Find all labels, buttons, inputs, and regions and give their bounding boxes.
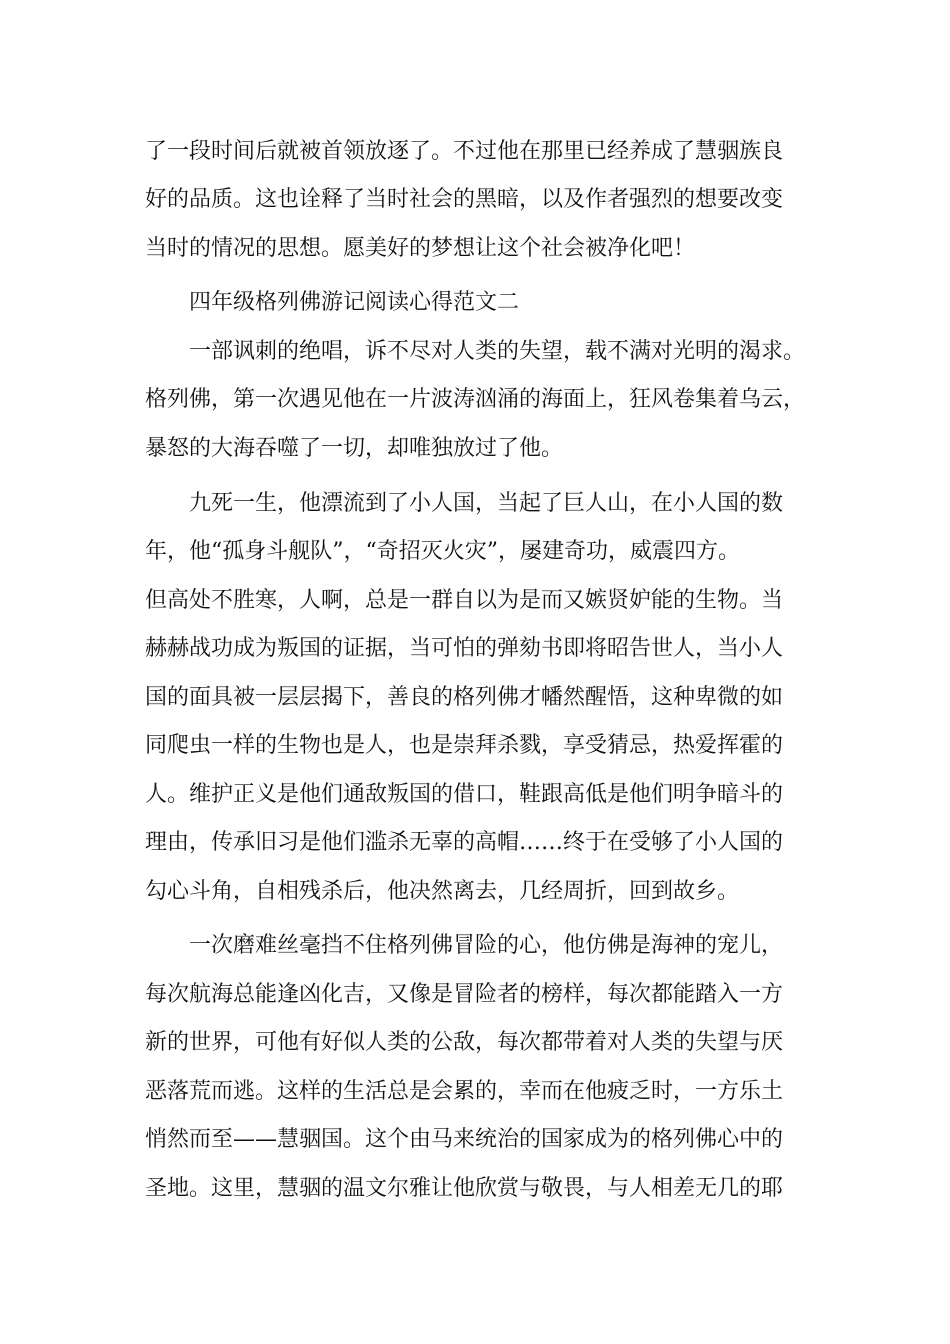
text-line: 好的品质。这也诠释了当时社会的黑暗，以及作者强烈的想要改变 (145, 187, 784, 212)
text-line: 了一段时间后就被首领放逐了。不过他在那里已经养成了慧骃族良 (145, 139, 784, 164)
text-line: 赫赫战功成为叛国的证据，当可怕的弹劾书即将昭告世人，当小人 (145, 636, 784, 661)
text-line: 九死一生，他漂流到了小人国，当起了巨人山，在小人国的数 (189, 491, 784, 516)
text-line: 恶落荒而逃。这样的生活总是会累的，幸而在他疲乏时，一方乐土 (145, 1079, 784, 1104)
text-line: 暴怒的大海吞噬了一切，却唯独放过了他。 (145, 436, 564, 461)
text-line: 但高处不胜寒，人啊，总是一群自以为是而又嫉贤妒能的生物。当 (145, 588, 784, 613)
text-line: 国的面具被一层层揭下，善良的格列佛才幡然醒悟，这种卑微的如 (145, 685, 784, 710)
text-line: 当时的情况的思想。愿美好的梦想让这个社会被净化吧！ (145, 236, 696, 261)
text-line: 新的世界，可他有好似人类的公敌，每次都带着对人类的失望与厌 (145, 1030, 784, 1055)
section-heading: 四年级格列佛游记阅读心得范文二 (189, 290, 520, 315)
text-line: 悄然而至——慧骃国。这个由马来统治的国家成为的格列佛心中的 (145, 1127, 784, 1152)
text-line: 每次航海总能逢凶化吉，又像是冒险者的榜样，每次都能踏入一方 (145, 982, 784, 1007)
text-line: 一部讽刺的绝唱，诉不尽对人类的失望，载不满对光明的渴求。 (189, 339, 806, 364)
text-line: 年，他“孤身斗舰队”，“奇招灭火灾”，屡建奇功，威震四方。 (145, 539, 740, 564)
text-line: 人。维护正义是他们通敌叛国的借口，鞋跟高低是他们明争暗斗的 (145, 782, 784, 807)
text-line: 理由，传承旧习是他们滥杀无辜的高帽……终于在受够了小人国的 (145, 830, 784, 855)
text-line: 格列佛，第一次遇见他在一片波涛汹涌的海面上，狂风卷集着乌云， (145, 387, 806, 412)
text-line: 一次磨难丝毫挡不住格列佛冒险的心，他仿佛是海神的宠儿， (189, 933, 784, 958)
text-line: 圣地。这里，慧骃的温文尔雅让他欣赏与敬畏，与人相差无几的耶 (145, 1176, 784, 1201)
text-line: 勾心斗角，自相残杀后，他决然离去，几经周折，回到故乡。 (145, 879, 740, 904)
text-line: 同爬虫一样的生物也是人，也是崇拜杀戮，享受猜忌，热爱挥霍的 (145, 733, 784, 758)
